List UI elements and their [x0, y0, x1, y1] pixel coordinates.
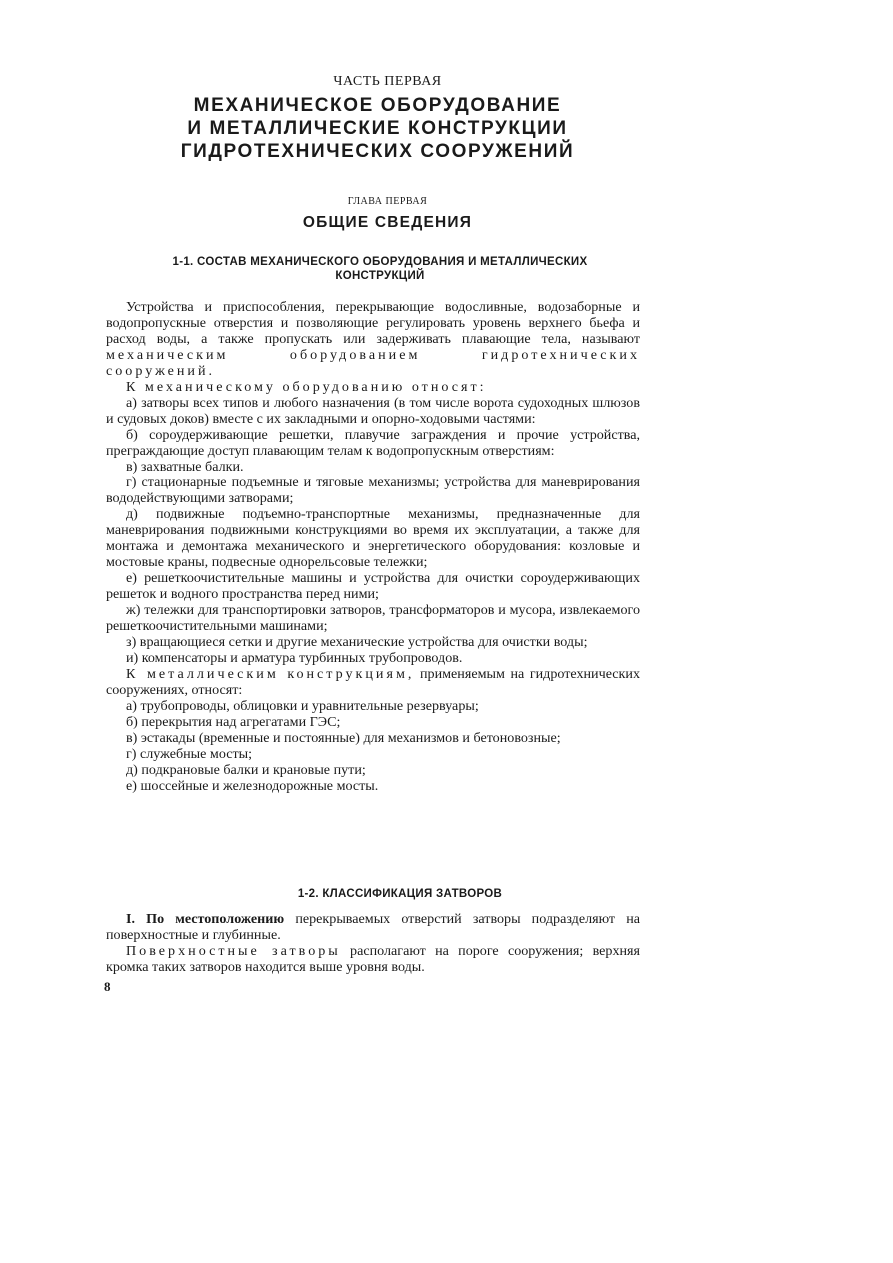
section-1-2-body — [106, 912, 640, 976]
paragraph — [106, 944, 640, 976]
main-title-line: МЕХАНИЧЕСКОЕ ОБОРУДОВАНИЕ — [193, 95, 562, 116]
bold-lead: I. По местоположению — [126, 911, 285, 927]
list-item: г) служебные мосты; — [126, 745, 253, 762]
list-item: д) подвижные подъемно-транспортные механизмы, предназначенные для маневрирования подвижными конструкциями во время их эксплуатации, а также для монтажа и демонтажа механического и энергетического оборудования: козловые и мостовые краны, подвесные однорельсовые тележки; — [106, 506, 640, 571]
list-item: а) трубопроводы, облицовки и уравнительные резервуары; — [126, 697, 479, 714]
list-item: е) шоссейные и железнодорожные мосты. — [126, 777, 379, 794]
section-title-line: КОНСТРУКЦИЙ — [335, 270, 425, 282]
paragraph-text: применяемым на гидротехнических сооружениях, относят: — [106, 665, 640, 698]
spaced-term: К металлическим конструкциям, — [126, 665, 415, 682]
chapter-title: ОБЩИЕ СВЕДЕНИЯ — [302, 214, 473, 231]
list-item: г) стационарные подъемные и тяговые механизмы; устройства для маневрирования вододействующими затворами; — [106, 474, 640, 507]
section-title-line: 1-1. СОСТАВ МЕХАНИЧЕСКОГО ОБОРУДОВАНИЯ И МЕТАЛЛИЧЕСКИХ — [172, 256, 588, 268]
list-item: а) затворы всех типов и любого назначения (в том числе ворота судоходных шлюзов и судовых доков) вместе с их закладными и опорно-ходовыми частями: — [106, 394, 640, 427]
list-item: в) эстакады (временные и постоянные) для механизмов и бетоновозные; — [126, 729, 561, 746]
spaced-term: механическим оборудованием гидротехнических сооружений. — [106, 346, 640, 379]
main-title-line: И МЕТАЛЛИЧЕСКИЕ КОНСТРУКЦИИ — [187, 118, 568, 139]
paragraph — [106, 912, 640, 944]
chapter-label: ГЛАВА ПЕРВАЯ — [347, 196, 428, 207]
section-title-1-1 — [120, 255, 640, 283]
section-1-1-body — [106, 300, 640, 795]
paragraph-text: располагают на пороге сооружения; верхняя кромка таких затворов находится выше уровня воды. — [106, 942, 640, 975]
list-item: е) решеткоочистительные машины и устройства для очистки сороудерживающих решеток и водного пространства перед ними; — [106, 570, 640, 603]
paragraph-text: перекрываемых отверстий затворы подразделяют на поверхностные и глубинные. — [106, 911, 640, 943]
section-title-1-2: 1-2. КЛАССИФИКАЦИЯ ЗАТВОРОВ — [297, 888, 503, 900]
list-item: ж) тележки для транспортировки затворов, трансформаторов и мусора, извлекаемого решеткоочистительными машинами; — [106, 602, 640, 635]
list-item: б) сороудерживающие решетки, плавучие заграждения и прочие устройства, преграждающие доступ плавающим телам к водопропускным отверстиям: — [106, 426, 640, 459]
list-item: б) перекрытия над агрегатами ГЭС; — [126, 713, 341, 730]
main-title-line: ГИДРОТЕХНИЧЕСКИХ СООРУЖЕНИЙ — [180, 141, 575, 162]
spaced-term: К механическому оборудованию относят: — [126, 378, 487, 395]
list-item: з) вращающиеся сетки и другие механические устройства для очистки воды; — [126, 634, 588, 651]
main-title — [150, 94, 605, 163]
paragraph-intro — [106, 380, 640, 396]
paragraph-text: Устройства и приспособления, перекрывающие водосливные, водозаборные и водопропускные отверстия и позволяющие регулировать уровень верхнего бьефа и расход воды, а также пропускать или задерживать плавающие тела, называют — [106, 299, 640, 347]
list-item: в) захватные балки. — [126, 458, 244, 475]
list-item: д) подкрановые балки и крановые пути; — [126, 761, 366, 778]
page-number: 8 — [104, 979, 111, 994]
paragraph — [106, 667, 640, 699]
paragraph — [106, 300, 640, 380]
list-item: и) компенсаторы и арматура турбинных трубопроводов. — [126, 649, 463, 666]
part-label: ЧАСТЬ ПЕРВАЯ — [333, 74, 442, 89]
spaced-term: Поверхностные затворы — [126, 942, 341, 959]
